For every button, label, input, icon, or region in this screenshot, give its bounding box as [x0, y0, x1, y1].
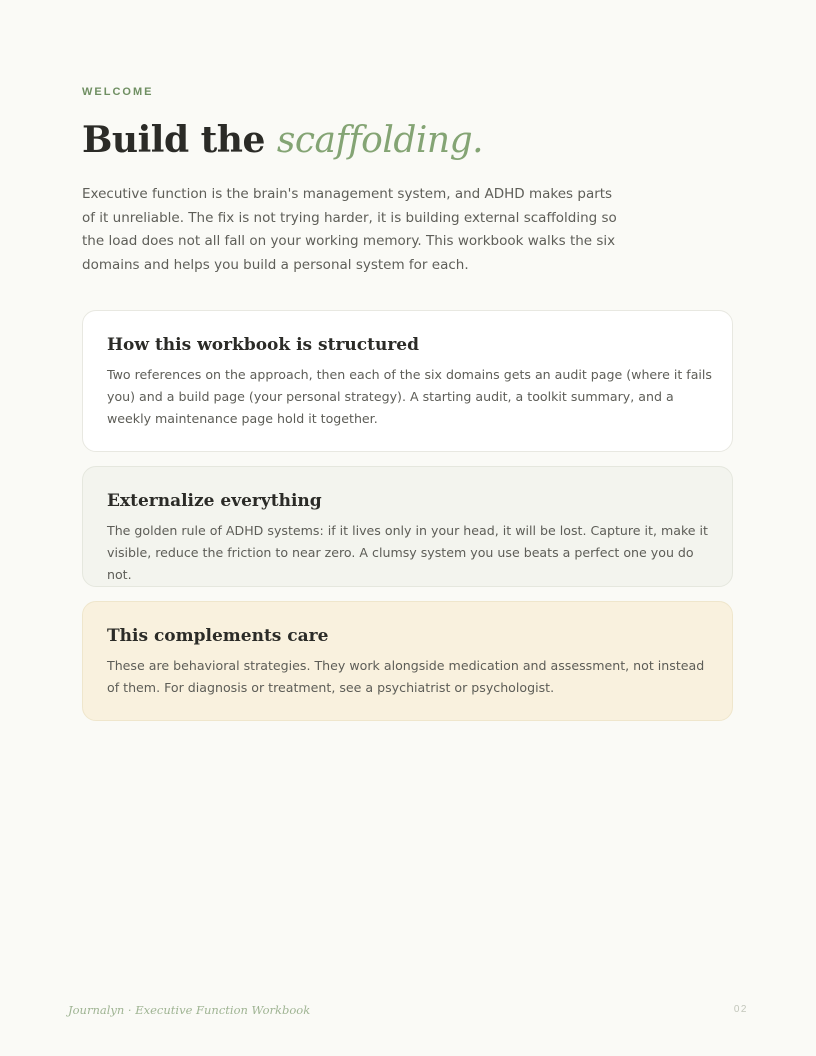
intro-paragraph: Executive function is the brain's management system, and ADHD makes parts of it unreliable. The fix is not trying harder, it is building external scaffolding so the load does not all fall on your working memory. This workbook walks the six domains and helps you build a personal system for each.: [82, 186, 617, 273]
card-title: How this workbook is structured: [107, 335, 419, 355]
page-number: 02: [733, 1004, 748, 1015]
card-title: Externalize everything: [107, 491, 322, 511]
card-body: These are behavioral strategies. They work alongside medication and assessment, not instead of them. For diagnosis or treatment, see a psychiatrist or psychologist.: [107, 658, 705, 695]
footer-brand: Journalyn · Executive Function Workbook: [68, 1003, 311, 1017]
card-workbook-structure: [82, 310, 733, 452]
card-externalize-everything: [82, 466, 733, 587]
section-eyebrow: WELCOME: [82, 86, 154, 98]
page-title: [82, 116, 483, 165]
card-body: Two references on the approach, then each of the six domains gets an audit page (where it fails you) and a build page (your personal strategy). A starting audit, a toolkit summary, and a weekly maintenance page hold it together.: [107, 367, 712, 426]
page-title-main: Build the: [82, 119, 277, 161]
card-complements-care: [82, 601, 733, 721]
card-title: This complements care: [107, 626, 329, 646]
card-body: The golden rule of ADHD systems: if it lives only in your head, it will be lost. Capture it, make it visible, reduce the friction to near zero. A clumsy system you use beats a perfect one you do not.: [107, 523, 708, 582]
page-title-accent: scaffolding.: [276, 120, 484, 161]
